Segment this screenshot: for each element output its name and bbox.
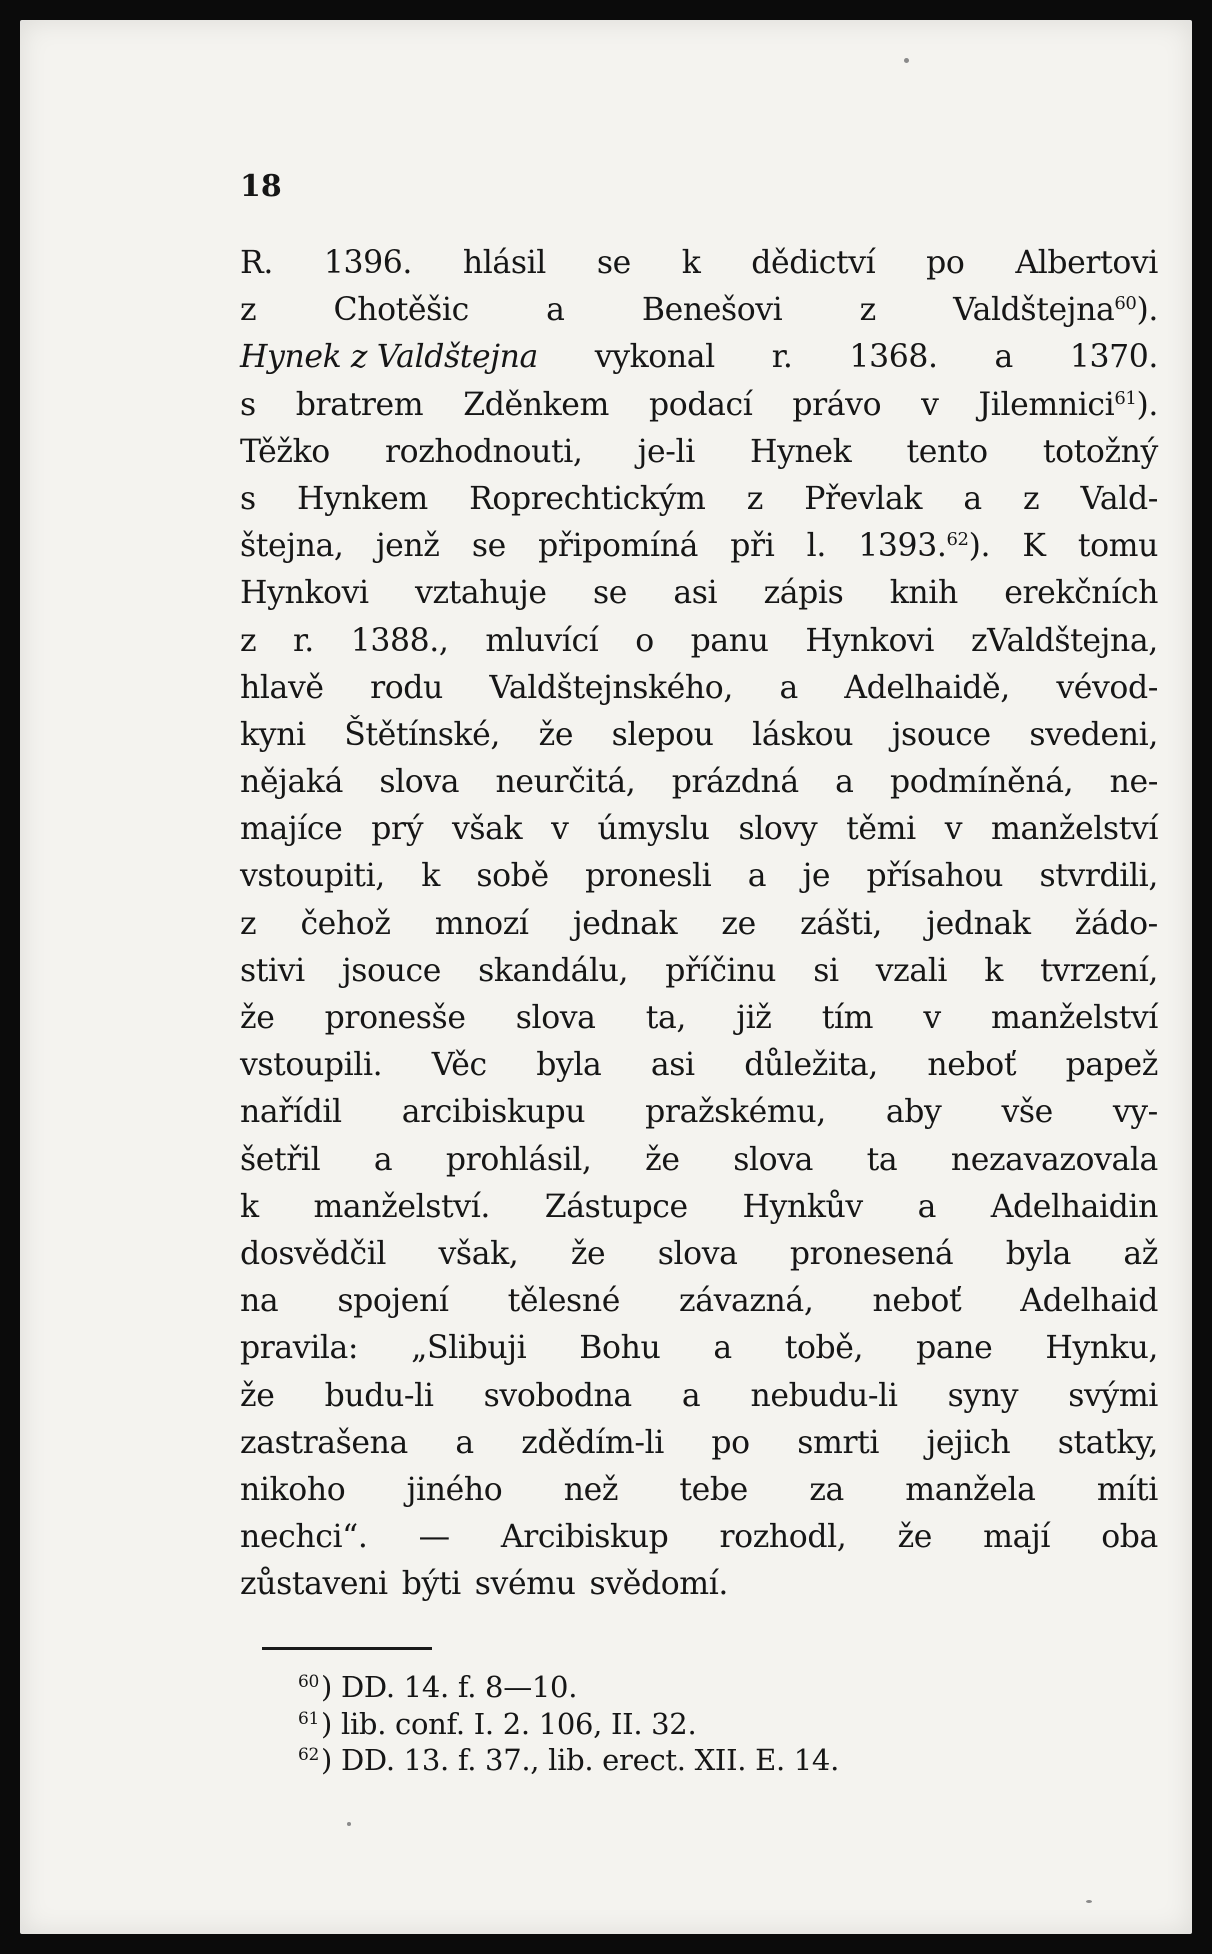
word: zápis [763, 575, 844, 612]
word: tvrzení, [1040, 952, 1158, 989]
text-line [240, 1561, 1158, 1608]
word: jejich [926, 1424, 1011, 1461]
word: zdědím-li [521, 1424, 664, 1461]
footnote-number: 62 [298, 1745, 320, 1765]
word: a [917, 1188, 936, 1225]
word: Albertovi [1015, 245, 1158, 281]
word: ta [866, 1141, 898, 1178]
word: za [809, 1471, 844, 1508]
word: svému [474, 1566, 576, 1603]
word: syny [947, 1377, 1019, 1414]
word: Hynkovi [805, 622, 935, 659]
word: závazná, [679, 1283, 814, 1320]
word: zůstaveni [240, 1566, 388, 1603]
word: je-li [637, 433, 695, 470]
word: slepou [611, 716, 714, 753]
word: však, [438, 1235, 519, 1272]
word: na [240, 1283, 279, 1320]
word: pane [916, 1330, 993, 1367]
word: až [1123, 1235, 1158, 1272]
word: nikoho [240, 1471, 346, 1508]
word: erekčních [1004, 575, 1158, 612]
word: rozhodl, [719, 1519, 847, 1556]
word: šetřil [240, 1141, 321, 1178]
word: z [240, 292, 257, 329]
text-line [240, 995, 1158, 1042]
word: právo [792, 386, 882, 423]
word: vše [1001, 1094, 1053, 1131]
word: arcibiskupu [401, 1094, 586, 1131]
word: Roprechtickým [469, 480, 706, 517]
word-with-reference [858, 523, 990, 570]
word: ). [968, 528, 991, 565]
word: že [570, 1235, 606, 1272]
word: a [546, 292, 565, 329]
word: těmi [846, 811, 916, 848]
word: aby [885, 1094, 942, 1131]
word: nechci“. [240, 1519, 368, 1556]
footnote-reference: 60 [1114, 293, 1137, 315]
word: smrti [797, 1424, 880, 1461]
word: pronesli [585, 858, 712, 895]
word: Zástupce [544, 1188, 688, 1225]
word: a [681, 1377, 701, 1414]
word: mají [983, 1519, 1051, 1556]
word: tobě, [784, 1330, 864, 1367]
text-line [240, 853, 1158, 900]
footnotes [298, 1669, 839, 1779]
word: však [452, 811, 523, 848]
word: majíce [240, 811, 343, 848]
text-line [240, 334, 1158, 381]
word: bratrem [295, 386, 424, 423]
word: se [593, 575, 628, 612]
word: hlásil [462, 245, 546, 281]
word: r. [771, 339, 793, 376]
word: ). [1136, 292, 1158, 329]
word: nebudu-li [750, 1377, 898, 1414]
text-line [240, 570, 1158, 617]
word: slova [657, 1235, 738, 1272]
text-line [240, 806, 1158, 853]
word: žádo- [1074, 905, 1158, 942]
word: ze [721, 905, 756, 942]
word: Zděnkem [463, 386, 609, 423]
footnote-text: ) DD. 13. f. 37., lib. erect. XII. E. 14. [321, 1743, 840, 1777]
word: zastrašena [240, 1424, 408, 1461]
word: po [926, 245, 965, 281]
word: — [418, 1519, 450, 1556]
word: „Slibuji [411, 1330, 527, 1367]
text-line [240, 1042, 1158, 1089]
word: papež [1065, 1047, 1158, 1084]
word: z [1022, 480, 1040, 517]
text-line [240, 618, 1158, 665]
paper-speck [1086, 1900, 1092, 1903]
word: z [859, 292, 876, 329]
footnote-reference: 62 [946, 529, 969, 551]
word: vztahuje [415, 575, 547, 612]
word: nařídil [240, 1094, 342, 1131]
word: byla [536, 1047, 602, 1084]
word: Hynkem [297, 480, 428, 517]
text-line [240, 1420, 1158, 1467]
word: 1370. [1069, 339, 1158, 376]
word: vstoupili. [240, 1047, 383, 1084]
word: tento [906, 433, 988, 470]
word: rodu [370, 669, 443, 706]
word: 1396. [323, 245, 412, 281]
word: Věc [431, 1047, 487, 1084]
word: a [713, 1330, 732, 1367]
word: 1393. [858, 528, 947, 565]
word: Bohu [579, 1330, 661, 1367]
text-line [240, 1373, 1158, 1420]
word: pravila: [240, 1330, 359, 1367]
word-with-reference [979, 382, 1158, 429]
word: Štětínské, [344, 716, 501, 753]
word: k [984, 952, 1003, 989]
word: Jilemnici [978, 386, 1115, 423]
word: Těžko [240, 433, 330, 470]
text-line [240, 476, 1158, 523]
word: Adelhaidě, [844, 669, 1010, 706]
word: manželství [990, 1000, 1158, 1036]
word: štejna, [240, 528, 344, 565]
word: svobodna [483, 1377, 632, 1414]
text-line [240, 1325, 1158, 1372]
word: v [944, 811, 963, 848]
word: že [538, 716, 574, 753]
word: Hynek [750, 433, 852, 470]
word: spojení [337, 1283, 449, 1320]
word: slova [733, 1141, 813, 1178]
word: ). [1136, 386, 1158, 423]
word: rozhodnouti, [385, 433, 583, 470]
footnote-text: ) DD. 14. f. 8—10. [321, 1670, 578, 1704]
word: R. [240, 245, 273, 281]
word: z [746, 480, 763, 517]
word: sobě [476, 858, 549, 895]
word-with-reference [953, 287, 1158, 334]
word: vévod- [1056, 669, 1158, 706]
word: v [923, 1000, 941, 1036]
word: mluvící [485, 622, 599, 659]
text-line [240, 1514, 1158, 1561]
text-line [240, 240, 1158, 287]
word: si [813, 952, 839, 989]
word: míti [1096, 1471, 1158, 1508]
word: asi [650, 1047, 695, 1084]
word: 1368. [849, 339, 938, 376]
word: o [635, 622, 654, 659]
word: Chotěšic [333, 292, 469, 329]
word: jsouce [341, 952, 441, 989]
word: že [897, 1519, 933, 1556]
word: důležita, [744, 1047, 878, 1084]
word: a [373, 1141, 393, 1178]
word: čehož [300, 905, 391, 942]
word: statky, [1057, 1424, 1158, 1461]
footnote-text: ) lib. conf. I. 2. 106, II. 32. [321, 1706, 697, 1741]
text-line [240, 429, 1158, 476]
word: Benešovi [641, 292, 783, 329]
word: dosvědčil [240, 1235, 387, 1272]
text-line [240, 712, 1158, 759]
word: skandálu, [478, 952, 629, 989]
word: láskou [752, 716, 854, 753]
footnote-number: 61 [298, 1708, 320, 1729]
word: příčinu [665, 952, 777, 989]
word: jenž [375, 528, 440, 565]
footnote-reference: 61 [1114, 387, 1137, 409]
word: že [240, 1377, 275, 1414]
text-line [240, 287, 1158, 334]
page-number: 18 [240, 169, 282, 204]
word: pronesená [789, 1235, 954, 1272]
text-line [240, 1467, 1158, 1514]
word: slova [379, 764, 460, 801]
footnote-separator [262, 1647, 432, 1650]
word: podací [648, 386, 753, 423]
word: nějaká [240, 764, 343, 801]
text-line [240, 1184, 1158, 1231]
footnote-61 [298, 1706, 839, 1743]
word: Adelhaidin [990, 1188, 1158, 1225]
word: v [551, 811, 569, 848]
word: vy- [1112, 1094, 1158, 1131]
word: l. [806, 528, 826, 565]
word: vykonal [594, 339, 715, 376]
word: pronesše [324, 1000, 466, 1036]
word: K [1022, 528, 1046, 565]
word: vzali [875, 952, 948, 989]
word: oba [1101, 1519, 1158, 1556]
footnote-62 [298, 1742, 839, 1779]
word: prý [371, 811, 424, 848]
word: jiného [406, 1471, 503, 1508]
word: podmíněná, [889, 764, 1074, 801]
word: se [596, 245, 631, 281]
word: dědictví [751, 245, 876, 281]
word: slovy [738, 811, 818, 848]
text-line [240, 759, 1158, 806]
word: a [963, 480, 982, 517]
word: a [835, 764, 854, 801]
word: Valdštejna [953, 292, 1115, 329]
word: a [779, 669, 798, 706]
word: mnozí [434, 905, 529, 942]
word: Převlak [804, 480, 923, 517]
word: přísahou [866, 858, 1004, 895]
word: byla [1005, 1235, 1071, 1272]
word: jednak [926, 905, 1031, 942]
word: v [921, 386, 939, 423]
word: býti [401, 1566, 461, 1603]
word: slova [515, 1000, 596, 1036]
text-line [240, 1137, 1158, 1184]
word: totožný [1042, 433, 1158, 470]
word: jednak [572, 905, 678, 942]
word: z [240, 622, 257, 659]
word: s [240, 386, 256, 423]
word: připomíná [538, 528, 698, 565]
word: Adelhaid [1020, 1283, 1158, 1320]
text-line [240, 1278, 1158, 1325]
footnote-60 [298, 1669, 839, 1706]
word: při [730, 528, 775, 565]
word: asi [673, 575, 718, 612]
word: zášti, [800, 905, 882, 942]
word: zValdštejna, [970, 622, 1158, 659]
word: nezavazovala [950, 1141, 1158, 1178]
word: po [711, 1424, 750, 1461]
word: tím [821, 1000, 874, 1036]
paper-speck [904, 58, 909, 63]
word: stvrdili, [1039, 858, 1158, 895]
word: Valdštejnského, [489, 669, 733, 706]
word: budu-li [324, 1377, 434, 1414]
word: pražskému, [645, 1094, 826, 1131]
word: manžela [905, 1471, 1036, 1508]
word: Hynkovi [240, 575, 369, 612]
word: prohlásil, [445, 1141, 592, 1178]
text-line [240, 523, 1158, 570]
word: 1388., [350, 622, 449, 659]
body-text [240, 240, 1158, 1608]
word: panu [690, 622, 769, 659]
word: k [681, 245, 701, 281]
word: kyni [240, 716, 306, 753]
word: a [994, 339, 1013, 376]
text-line [240, 382, 1158, 429]
word: jsouce [891, 716, 991, 753]
word: a [455, 1424, 474, 1461]
word: ta, [645, 1000, 687, 1036]
word: úmyslu [597, 811, 710, 848]
emphasized-name: Hynek z Valdštejna [240, 339, 538, 376]
text-line [240, 1089, 1158, 1136]
word: a [747, 858, 767, 895]
text-line [240, 1231, 1158, 1278]
word: manželství [991, 811, 1158, 848]
word: Hynkův [742, 1188, 863, 1225]
word: se [471, 528, 506, 565]
word: neboť [927, 1047, 1017, 1084]
word: tělesné [507, 1283, 620, 1320]
word: vstoupiti, [240, 858, 385, 895]
word: že [645, 1141, 680, 1178]
word: prázdná [671, 764, 799, 801]
footnote-number: 60 [298, 1672, 320, 1692]
word: svědomí. [589, 1566, 729, 1603]
word: svými [1068, 1377, 1158, 1414]
word: tebe [679, 1471, 748, 1508]
word: knih [889, 575, 958, 612]
word: že [240, 1000, 275, 1036]
word: manželství. [313, 1188, 490, 1225]
word: Arcibiskup [500, 1519, 669, 1556]
word: z [240, 905, 257, 942]
word: k [240, 1188, 259, 1225]
word: již [736, 1000, 772, 1036]
word: ne- [1109, 764, 1158, 801]
word: neboť [872, 1283, 962, 1320]
text-line [240, 665, 1158, 712]
word: svedeni, [1029, 716, 1158, 753]
book-page [20, 20, 1192, 1934]
paper-speck [347, 1822, 351, 1826]
text-line [240, 948, 1158, 995]
word: Vald- [1080, 480, 1158, 517]
word: r. [293, 622, 314, 659]
word: hlavě [240, 669, 324, 706]
word: Hynku, [1045, 1330, 1158, 1367]
word: s [240, 480, 256, 517]
word: tomu [1077, 528, 1158, 565]
text-line [240, 901, 1158, 948]
word: než [563, 1471, 619, 1508]
word: neurčitá, [495, 764, 636, 801]
word: je [802, 858, 831, 895]
word: k [421, 858, 440, 895]
word: stivi [240, 952, 305, 989]
